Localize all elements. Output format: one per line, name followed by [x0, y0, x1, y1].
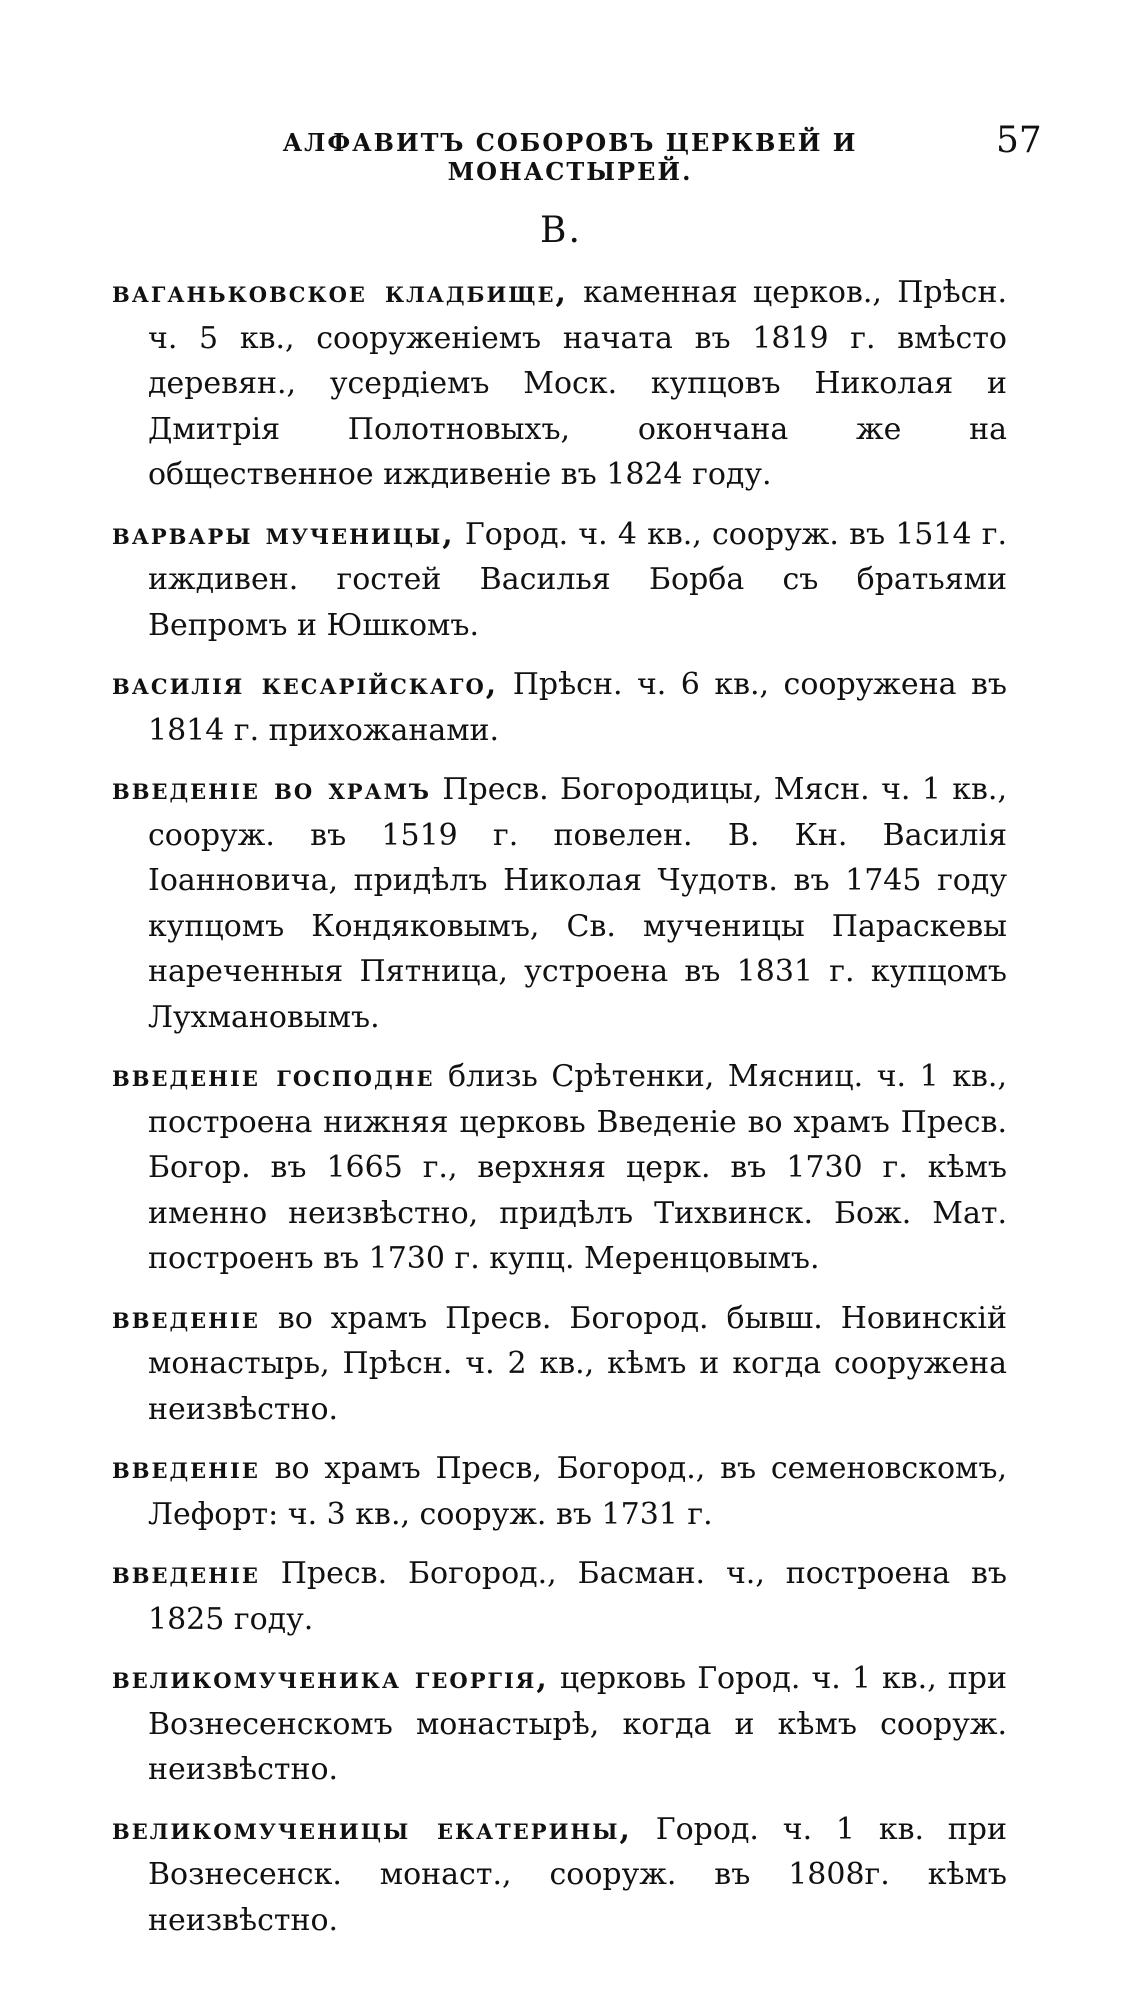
page-number: 57: [996, 120, 1042, 161]
entry-headword: введеніе: [112, 1451, 260, 1486]
entry-text: близь Срѣтенки, Мясниц. ч. 1 кв., построена нижняя церковь Введеніе во храмъ Пресв. Богор. въ 1665 г., верхняя церк. въ 1730 г. кѣмъ именно неизвѣстно, придѣлъ Тихвинск. Бож. Мат. построенъ въ 1730 г. купц. Меренцовымъ.: [148, 1059, 1007, 1276]
entry-text: церковь Город. ч. 1 кв., при Вознесенскомъ монастырѣ, когда и кѣмъ сооруж. неизвѣстно.: [148, 1661, 1008, 1787]
entry-varvary: [112, 512, 1007, 649]
entry-vvedenie-semenovskom: [112, 1446, 1007, 1537]
entry-text: Прѣсн. ч. 6 кв., сооружена въ 1814 г. прихожанами.: [148, 667, 1007, 748]
entry-vvedenie-basman: [112, 1551, 1007, 1642]
entry-text: каменная церков., Прѣсн. ч. 5 кв., сооруженіемъ начата въ 1819 г. вмѣсто деревян., усердіемъ Моск. купцовъ Николая и Дмитрія Полотновыхъ, окончана же на общественное иждивеніе въ 1824 году.: [148, 275, 1007, 492]
entry-headword: варвары мученицы,: [112, 516, 455, 552]
entry-headword: василія кесарійскаго,: [112, 667, 499, 702]
entry-vagankovskoe: [112, 270, 1007, 498]
entry-text: Город. ч. 4 кв., сооруж. въ 1514 г. иждивен. гостей Василья Борба съ братьями Вепромъ и Юшкомъ.: [148, 516, 1007, 643]
entry-headword: великомученицы екатерины,: [112, 1811, 632, 1847]
running-head: АЛФАВИТЪ СОБОРОВЪ ЦЕРКВЕЙ И МОНАСТЫРЕЙ.: [282, 128, 858, 186]
entry-list: [112, 270, 1007, 1957]
entry-vvedenie-novinsky: [112, 1296, 1007, 1433]
entry-headword: введеніе господне: [112, 1059, 435, 1094]
entry-ekateriny: [112, 1807, 1007, 1944]
entry-georgiya: [112, 1656, 1007, 1793]
entry-headword: ваганьковское кладбище,: [112, 275, 568, 310]
section-letter: В.: [540, 210, 582, 251]
entry-headword: введеніе во храмъ: [112, 772, 431, 807]
entry-text: во храмъ Пресв, Богород., въ семеновскомъ, Лефорт: ч. 3 кв., сооруж. въ 1731 г.: [148, 1451, 1007, 1532]
entry-vasiliya: [112, 662, 1007, 753]
entry-text: Город. ч. 1 кв. при Вознесенск. монаст., сооруж. въ 1808г. кѣмъ неизвѣстно.: [148, 1811, 1007, 1938]
entry-text: во храмъ Пресв. Богород. бывш. Новинскій монастырь, Прѣсн. ч. 2 кв., кѣмъ и когда сооружена неизвѣстно.: [148, 1300, 1007, 1427]
entry-text: Пресв. Богородицы, Мясн. ч. 1 кв., сооруж. въ 1519 г. повелен. В. Кн. Василія Іоанновича, придѣлъ Николая Чудотв. въ 1745 году купцомъ Кондяковымъ, Св. мученицы Параскевы нареченныя Пятница, устроена въ 1831 г. купцомъ Лухмановымъ.: [148, 772, 1007, 1035]
entry-vvedenie-gospodne: [112, 1054, 1007, 1282]
entry-vvedenie-vo-khram: [112, 767, 1007, 1040]
entry-headword: введеніе: [112, 1556, 260, 1591]
entry-headword: введеніе: [112, 1300, 260, 1336]
entry-headword: великомученика георгія,: [112, 1661, 549, 1696]
entry-text: Пресв. Богород., Басман. ч., построена въ 1825 году.: [148, 1556, 1007, 1637]
